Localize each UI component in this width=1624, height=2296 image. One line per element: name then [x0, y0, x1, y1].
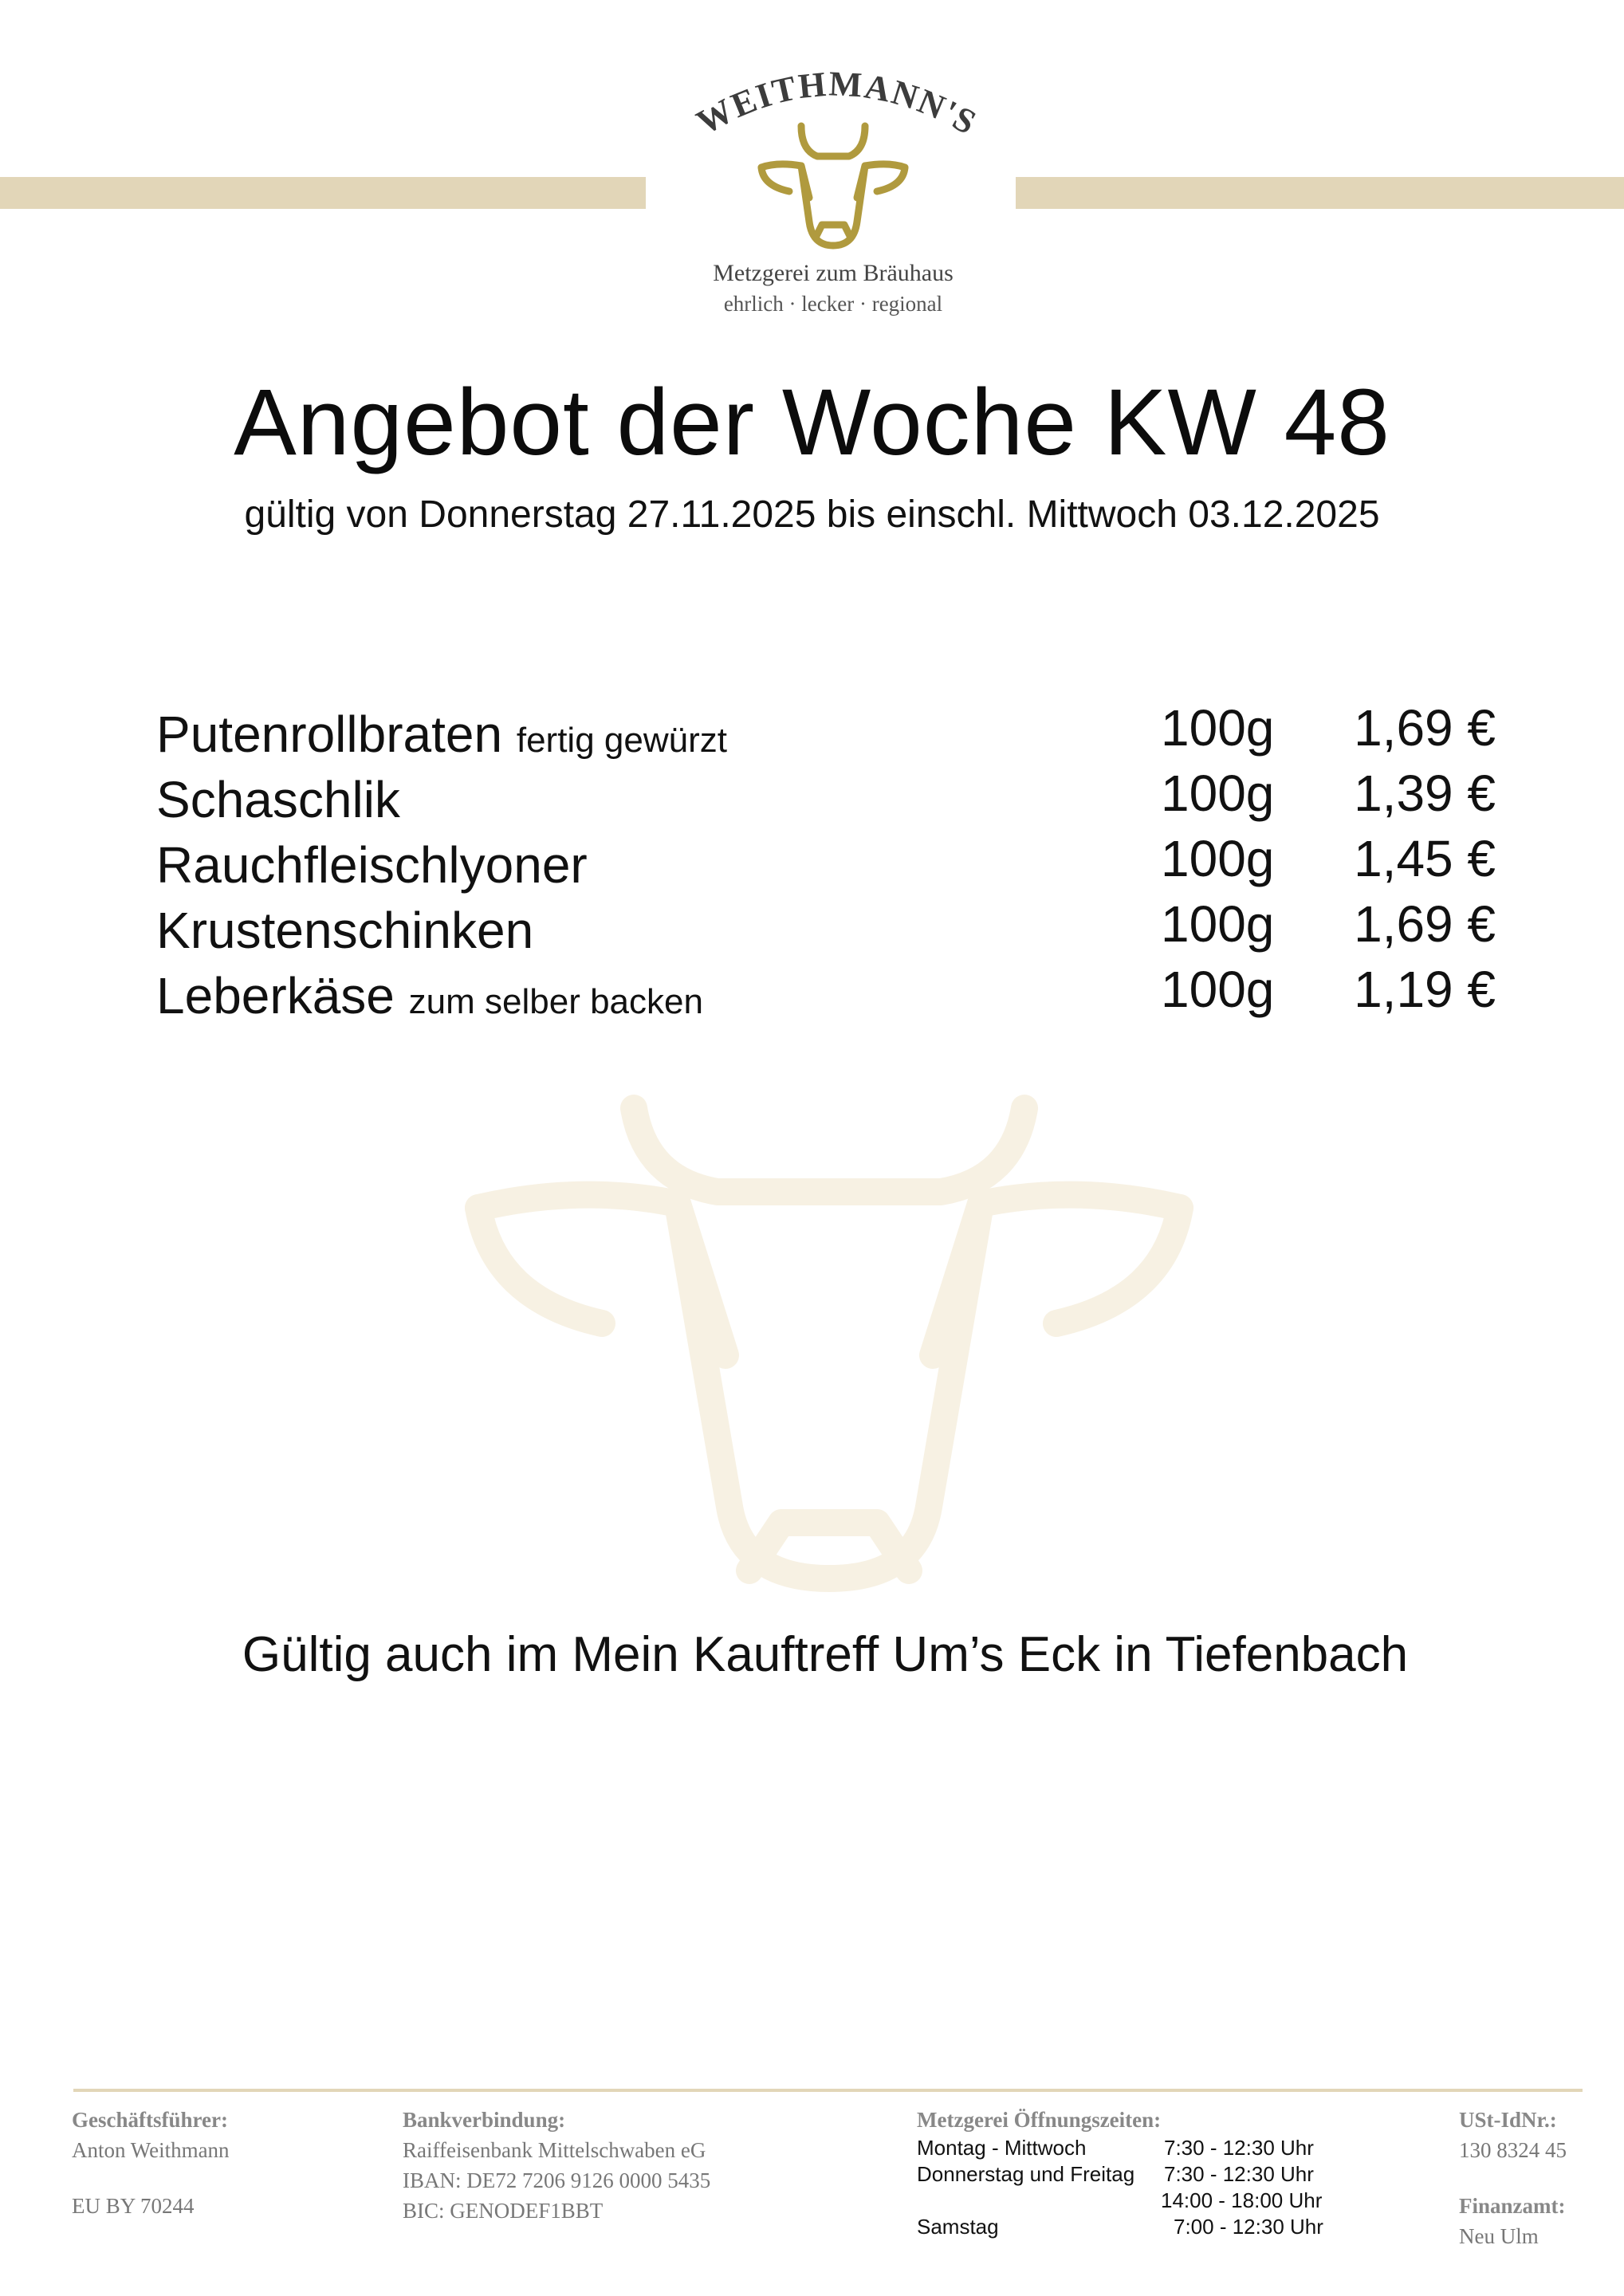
offer-name: Leberkäse — [156, 967, 395, 1024]
offer-row — [156, 765, 1512, 835]
cow-watermark-icon — [462, 1092, 1196, 1602]
offer-row — [156, 895, 1512, 966]
bank-label: Bankverbindung: — [403, 2108, 566, 2132]
logo-tagline: Metzgerei zum Bräuhaus — [713, 260, 954, 286]
vat-label: USt-IdNr.: — [1459, 2108, 1557, 2132]
tax-office: Neu Ulm — [1459, 2224, 1539, 2248]
hours-time: 7:00 - 12:30 Uhr — [1174, 2215, 1323, 2239]
validity-period: gültig von Donnerstag 27.11.2025 bis einschl. Mittwoch 03.12.2025 — [244, 493, 1380, 536]
hours-label: Metzgerei Öffnungszeiten: — [917, 2108, 1162, 2132]
offer-unit: 100g — [1161, 895, 1275, 953]
tax-office-label: Finanzamt: — [1459, 2194, 1566, 2218]
logo-slogan: ehrlich · lecker · regional — [723, 292, 943, 316]
footer-manager — [72, 2105, 230, 2221]
logo — [662, 56, 1005, 327]
vat-number: 130 8324 45 — [1459, 2138, 1567, 2162]
offer-name: Rauchfleischlyoner — [156, 836, 588, 894]
validity-note: Gültig auch im Mein Kauftreff Um’s Eck in Tiefenbach — [242, 1627, 1409, 1682]
offer-price: 1,45 € — [1354, 830, 1496, 887]
offer-list — [156, 699, 1512, 1032]
page-title: Angebot der Woche KW 48 — [234, 370, 1390, 475]
header-band-left — [0, 177, 646, 209]
hours-days: Donnerstag und Freitag — [917, 2162, 1135, 2186]
offer-note: zum selber backen — [408, 982, 703, 1021]
offer-unit: 100g — [1161, 961, 1275, 1018]
manager-label: Geschäftsführer: — [72, 2108, 228, 2132]
hours-table — [917, 2135, 1363, 2240]
hours-days: Montag - Mittwoch — [917, 2136, 1087, 2160]
offer-name: Putenrollbraten — [156, 706, 503, 763]
footer-hours — [917, 2105, 1363, 2240]
offer-name: Schaschlik — [156, 771, 400, 828]
offer-name: Krustenschinken — [156, 902, 534, 959]
offer-unit: 100g — [1161, 830, 1275, 887]
hours-row — [917, 2161, 1363, 2188]
hours-time: 7:30 - 12:30 Uhr — [1164, 2136, 1314, 2160]
hours-time: 7:30 - 12:30 Uhr — [1164, 2162, 1314, 2186]
bank-name: Raiffeisenbank Mittelschwaben eG — [403, 2138, 706, 2162]
bic: BIC: GENODEF1BBT — [403, 2199, 604, 2223]
footer-divider — [73, 2089, 1583, 2092]
offer-row — [156, 699, 1512, 770]
cow-head-icon — [745, 118, 921, 254]
offer-price: 1,19 € — [1354, 961, 1496, 1018]
offer-unit: 100g — [1161, 699, 1275, 757]
hours-row — [917, 2135, 1363, 2161]
hours-row — [917, 2214, 1363, 2240]
footer-tax — [1459, 2105, 1567, 2251]
hours-row — [917, 2188, 1363, 2214]
offer-unit: 100g — [1161, 765, 1275, 822]
offer-price: 1,69 € — [1354, 699, 1496, 757]
footer-bank — [403, 2105, 710, 2226]
offer-row — [156, 961, 1512, 1032]
offer-row — [156, 830, 1512, 901]
offer-note: fertig gewürzt — [516, 721, 727, 760]
hours-days: Samstag — [917, 2215, 999, 2239]
iban: IBAN: DE72 7206 9126 0000 5435 — [403, 2168, 711, 2192]
hours-time: 14:00 - 18:00 Uhr — [1161, 2188, 1323, 2212]
offer-price: 1,39 € — [1354, 765, 1496, 822]
offer-price: 1,69 € — [1354, 895, 1496, 953]
logo-name: WEITHMANN'S — [690, 64, 985, 144]
eu-number: EU BY 70244 — [72, 2194, 195, 2218]
manager-name: Anton Weithmann — [72, 2138, 230, 2162]
header-band-right — [1016, 177, 1624, 209]
